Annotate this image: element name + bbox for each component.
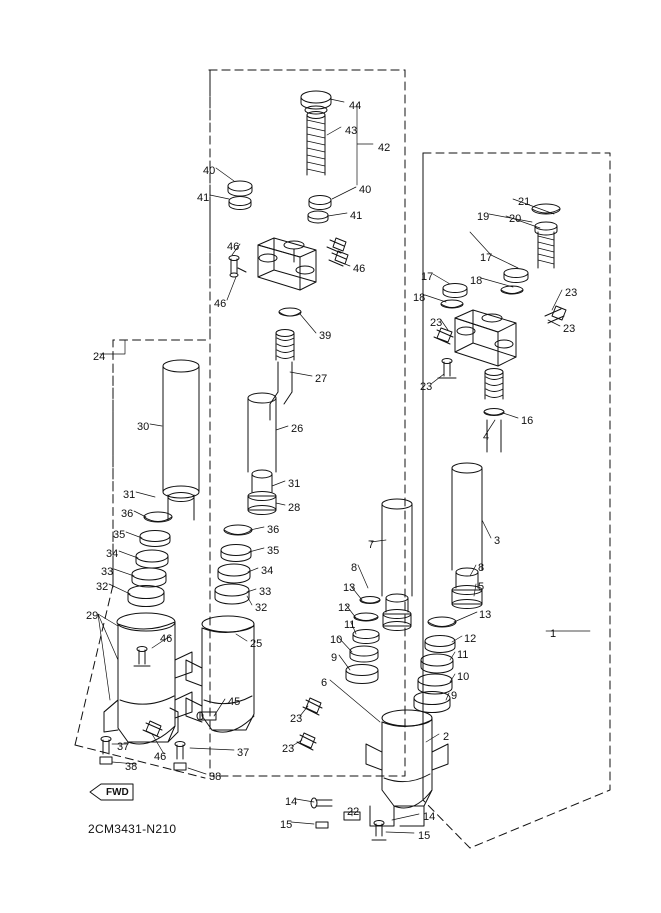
callout-number: 35 [113, 529, 126, 541]
callout-number: 11 [344, 619, 356, 631]
callout-number: 5 [478, 581, 485, 593]
callout-number: 37 [237, 747, 250, 759]
callout-number: 10 [330, 634, 343, 646]
callout-number: 14 [285, 796, 298, 808]
callout-number: 4 [483, 431, 490, 443]
callout-number: 13 [343, 582, 356, 594]
callout-number: 9 [451, 690, 458, 702]
callout-number: 14 [423, 811, 436, 823]
callout-number: 26 [291, 423, 304, 435]
callout-number: 12 [464, 633, 477, 645]
callout-number: 8 [351, 562, 358, 574]
callout-number: 40 [359, 184, 372, 196]
callout-number: 15 [280, 819, 293, 831]
callout-number: 8 [478, 562, 485, 574]
callout-number: 23 [420, 381, 433, 393]
callout-number: 16 [521, 415, 534, 427]
callout-number: 31 [123, 489, 136, 501]
callout-number: 23 [430, 317, 443, 329]
callout-number: 38 [125, 761, 138, 773]
callout-number: 43 [345, 125, 358, 137]
callout-number: 33 [259, 586, 272, 598]
callout-number: 20 [509, 213, 522, 225]
callout-number: 29 [86, 610, 99, 622]
callout-number: 46 [160, 633, 173, 645]
callout-number: 24 [93, 351, 106, 363]
callout-number: 38 [209, 771, 222, 783]
callout-number: 36 [267, 524, 280, 536]
callout-number: 17 [421, 271, 434, 283]
fwd-direction-label: FWD [106, 787, 129, 798]
callout-number: 23 [563, 323, 576, 335]
callout-number: 37 [117, 741, 130, 753]
callout-number: 41 [197, 192, 210, 204]
callout-number: 15 [418, 830, 431, 842]
callout-number: 3 [494, 535, 501, 547]
callout-number: 1 [550, 628, 557, 640]
callout-number: 22 [347, 806, 360, 818]
callout-number: 10 [457, 671, 470, 683]
callout-number: 41 [350, 210, 363, 222]
callout-number: 34 [261, 565, 274, 577]
callout-number: 9 [331, 652, 338, 664]
callout-number: 32 [96, 581, 109, 593]
callout-number: 21 [518, 196, 531, 208]
part-code-label: 2CM3431-N210 [88, 822, 177, 836]
callout-number: 46 [214, 298, 227, 310]
callout-number: 40 [203, 165, 216, 177]
callout-number: 19 [477, 211, 490, 223]
callout-number: 18 [413, 292, 426, 304]
callout-number: 32 [255, 602, 268, 614]
callout-number: 46 [154, 751, 167, 763]
callout-number: 36 [121, 508, 134, 520]
callout-number: 17 [480, 252, 493, 264]
callout-number: 12 [338, 602, 351, 614]
callout-number: 42 [378, 142, 391, 154]
callout-number: 7 [368, 539, 375, 551]
callout-number: 34 [106, 548, 119, 560]
callout-number: 39 [319, 330, 332, 342]
callout-number: 2 [443, 731, 450, 743]
callout-number: 23 [290, 713, 303, 725]
callout-number: 46 [227, 241, 240, 253]
callout-number: 28 [288, 502, 301, 514]
callout-number: 35 [267, 545, 280, 557]
callout-number: 31 [288, 478, 301, 490]
callout-number: 23 [565, 287, 578, 299]
callout-number: 18 [470, 275, 483, 287]
callout-number: 11 [457, 649, 469, 661]
callout-number: 13 [479, 609, 492, 621]
callout-number: 23 [282, 743, 295, 755]
callout-number: 25 [250, 638, 263, 650]
callout-number: 27 [315, 373, 328, 385]
callout-number: 44 [349, 100, 362, 112]
callout-number: 33 [101, 566, 114, 578]
callout-number: 30 [137, 421, 150, 433]
callout-number: 46 [353, 263, 366, 275]
callout-number: 45 [228, 696, 241, 708]
callout-number: 6 [321, 677, 328, 689]
